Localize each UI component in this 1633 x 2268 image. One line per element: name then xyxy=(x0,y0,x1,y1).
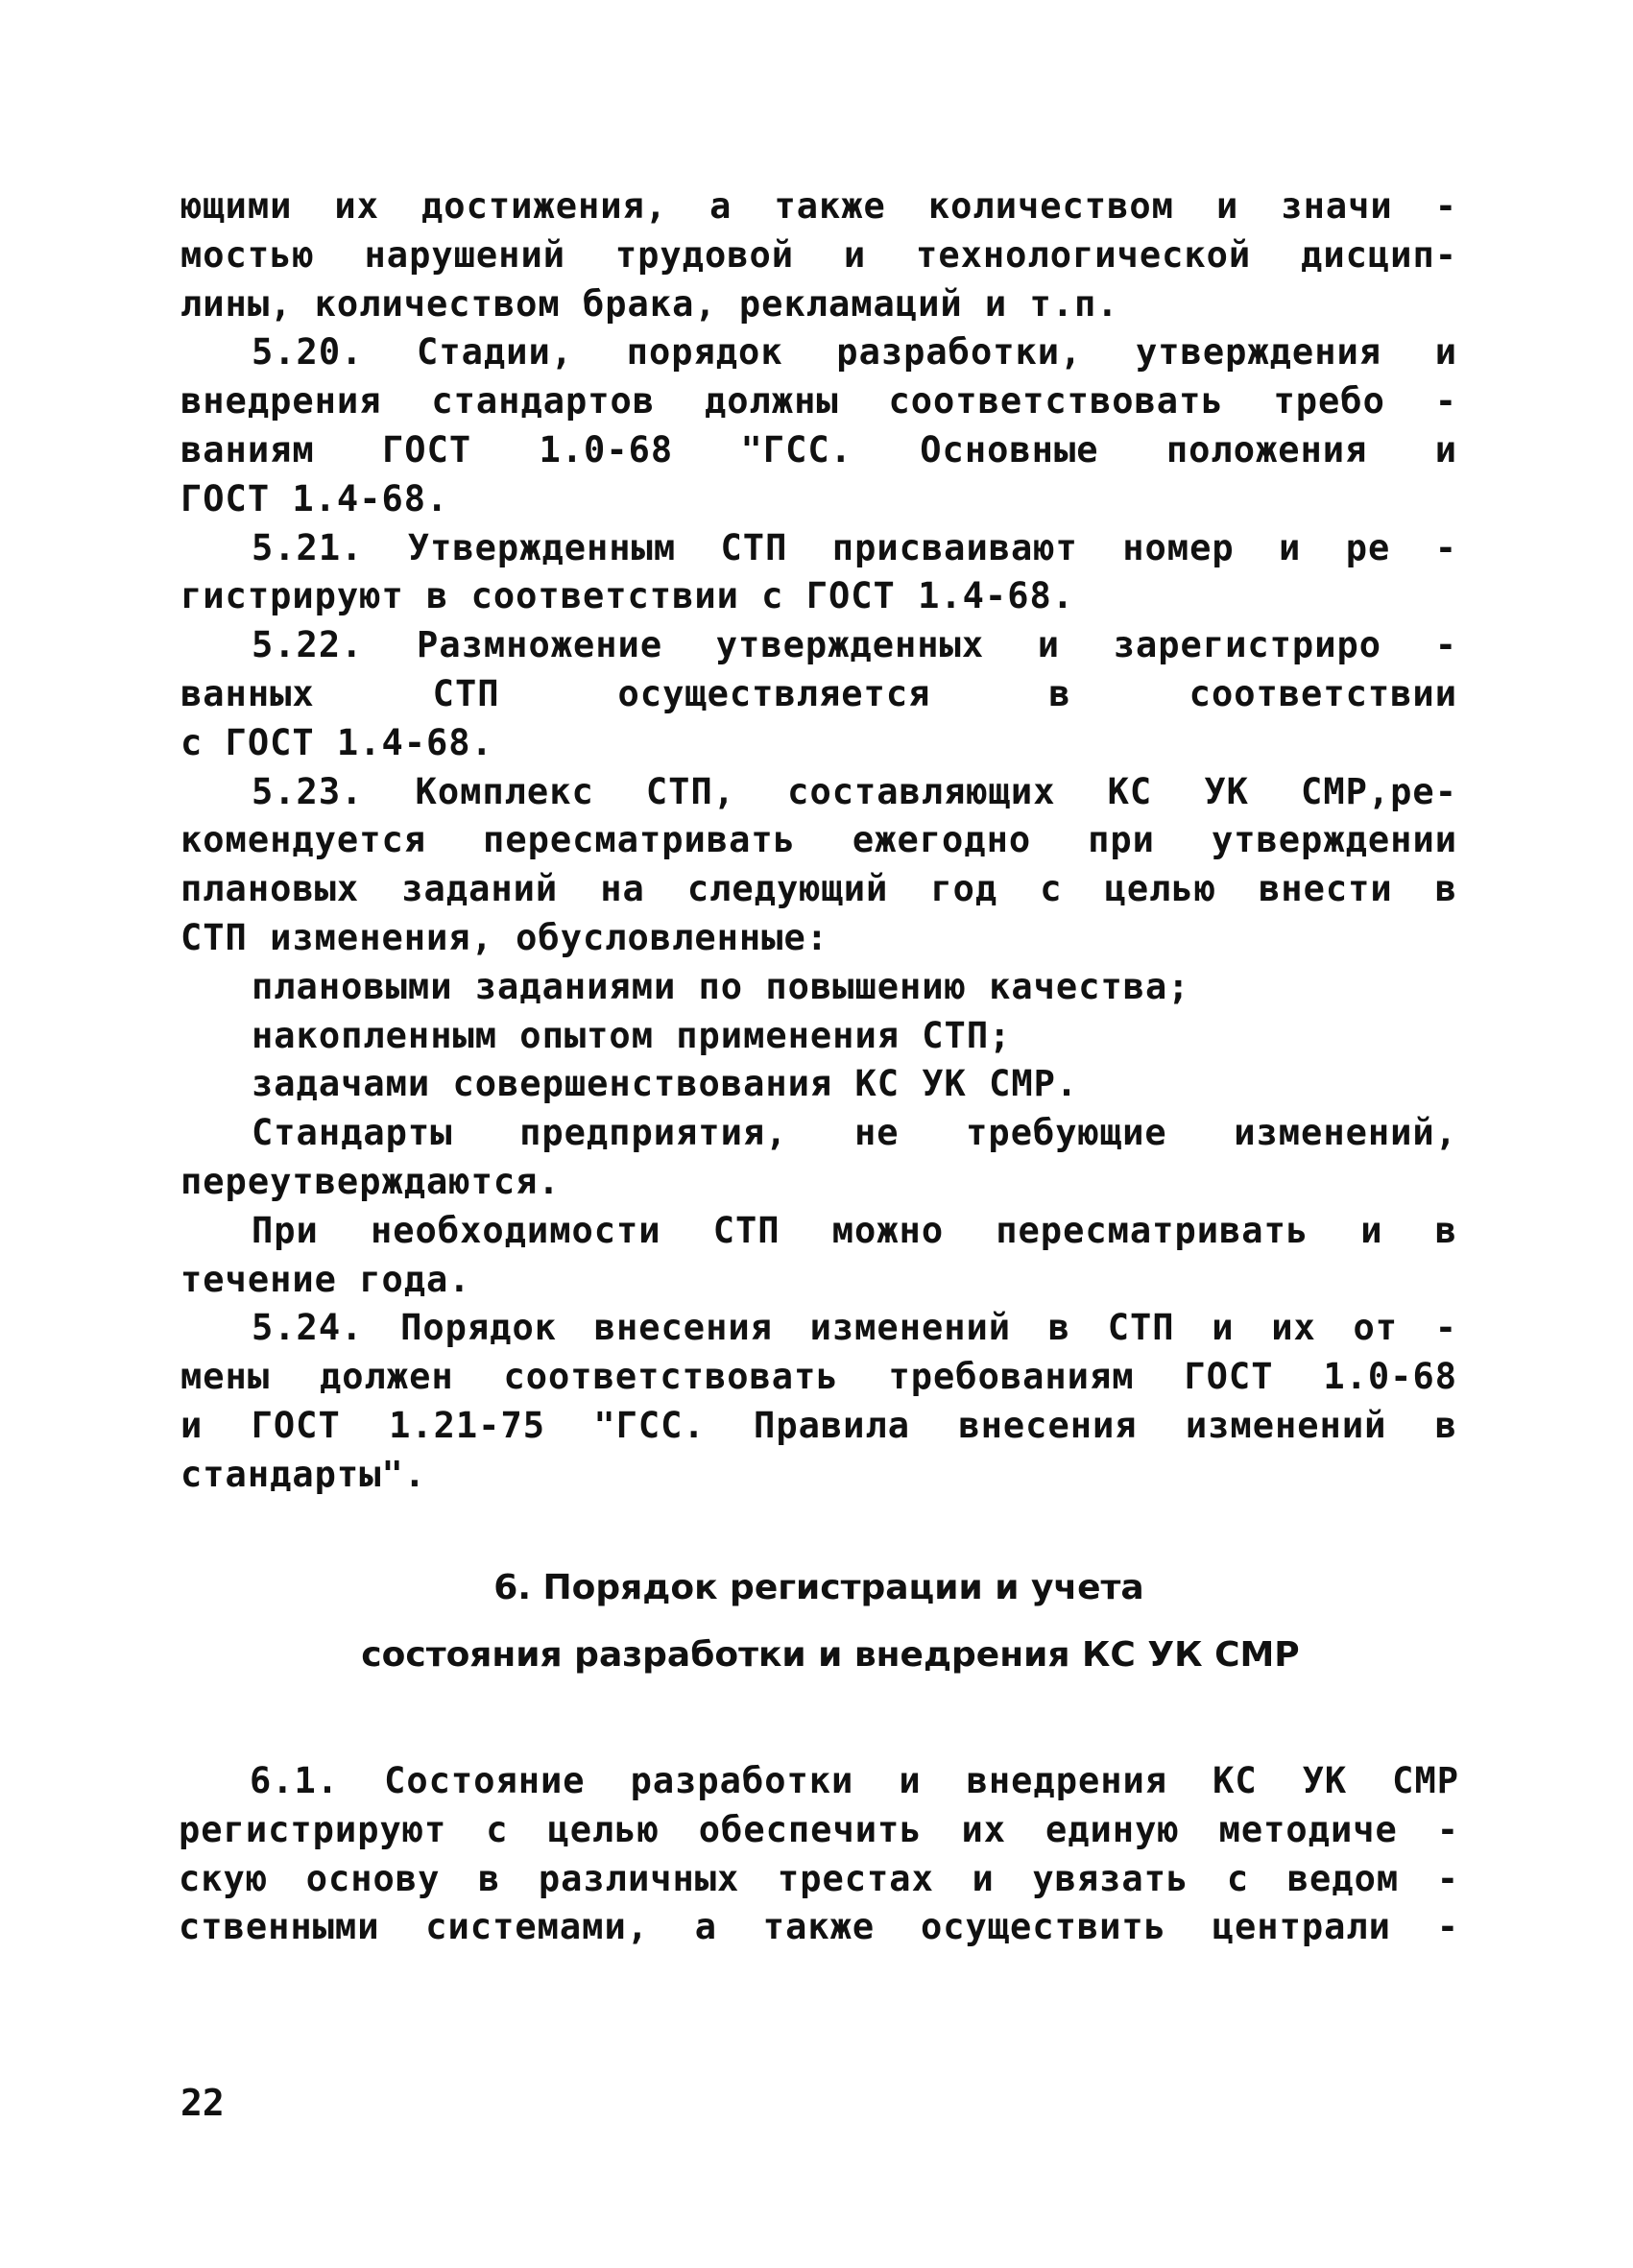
text-line: ГОСТ 1.4-68. xyxy=(180,477,449,519)
page-number: 22 xyxy=(180,2082,225,2124)
section-heading-subtitle: состояния разработки и внедрения КС УК СМР xyxy=(361,1635,1300,1675)
text-line: плановыми заданиями по повышению качества; xyxy=(252,965,1190,1007)
text-line: 5.21. Утвержденным СТП присваивают номер и ре - xyxy=(252,526,1457,568)
text-line: накопленным опытом применения СТП; xyxy=(252,1014,1012,1056)
text-line: мены должен соответствовать требованиям ГОСТ 1.0-68 xyxy=(180,1356,1457,1398)
text-line: 5.22. Размножение утвержденных и зарегистриро - xyxy=(252,624,1457,666)
text-line: регистрируют с целью обеспечить их единую методиче - xyxy=(179,1808,1459,1850)
text-line: СТП изменения, обусловленные: xyxy=(180,916,829,958)
text-line: 5.23. Комплекс СТП, составляющих КС УК СМР,ре- xyxy=(252,770,1457,812)
text-line: переутверждаются. xyxy=(180,1160,561,1202)
body-text-block xyxy=(180,182,1457,1500)
section-6-text-block xyxy=(179,1757,1459,1952)
text-line: лины, количеством брака, рекламаций и т.п. xyxy=(180,282,1119,325)
text-line: 5.24. Порядок внесения изменений в СТП и их от - xyxy=(252,1307,1457,1349)
text-line: внедрения стандартов должны соответствовать требо - xyxy=(180,380,1457,422)
text-line: гистрируют в соответствии с ГОСТ 1.4-68. xyxy=(180,575,1075,617)
section-heading: 6. Порядок регистрации и учета xyxy=(493,1568,1144,1607)
text-line: При необходимости СТП можно пересматривать и в xyxy=(252,1209,1457,1251)
text-line: ющими их достижения, а также количеством и значи - xyxy=(180,185,1457,227)
text-line: 5.20. Стадии, порядок разработки, утверждения и xyxy=(252,331,1457,374)
text-line: стандарты". xyxy=(180,1453,427,1495)
text-line: с ГОСТ 1.4-68. xyxy=(180,721,493,763)
text-line: ственными системами, а также осуществить централи - xyxy=(179,1906,1459,1948)
text-line: комендуется пересматривать ежегодно при утверждении xyxy=(180,819,1457,861)
text-line: Стандарты предприятия, не требующие изменений, xyxy=(252,1112,1457,1154)
text-line: мостью нарушений трудовой и технологической дисцип- xyxy=(180,233,1457,276)
text-line: и ГОСТ 1.21-75 "ГСС. Правила внесения изменений в xyxy=(180,1404,1457,1446)
text-line: ваниям ГОСТ 1.0-68 "ГСС. Основные положения и xyxy=(180,428,1457,470)
text-line: ванных СТП осуществляется в соответствии xyxy=(180,672,1457,714)
text-line: течение года. xyxy=(180,1258,471,1300)
text-line: скую основу в различных трестах и увязать с ведом - xyxy=(179,1857,1459,1899)
text-line: плановых заданий на следующий год с целью внести в xyxy=(180,868,1457,910)
text-line: 6.1. Состояние разработки и внедрения КС УК СМР xyxy=(250,1760,1459,1801)
text-line: задачами совершенствования КС УК СМР. xyxy=(252,1063,1079,1105)
